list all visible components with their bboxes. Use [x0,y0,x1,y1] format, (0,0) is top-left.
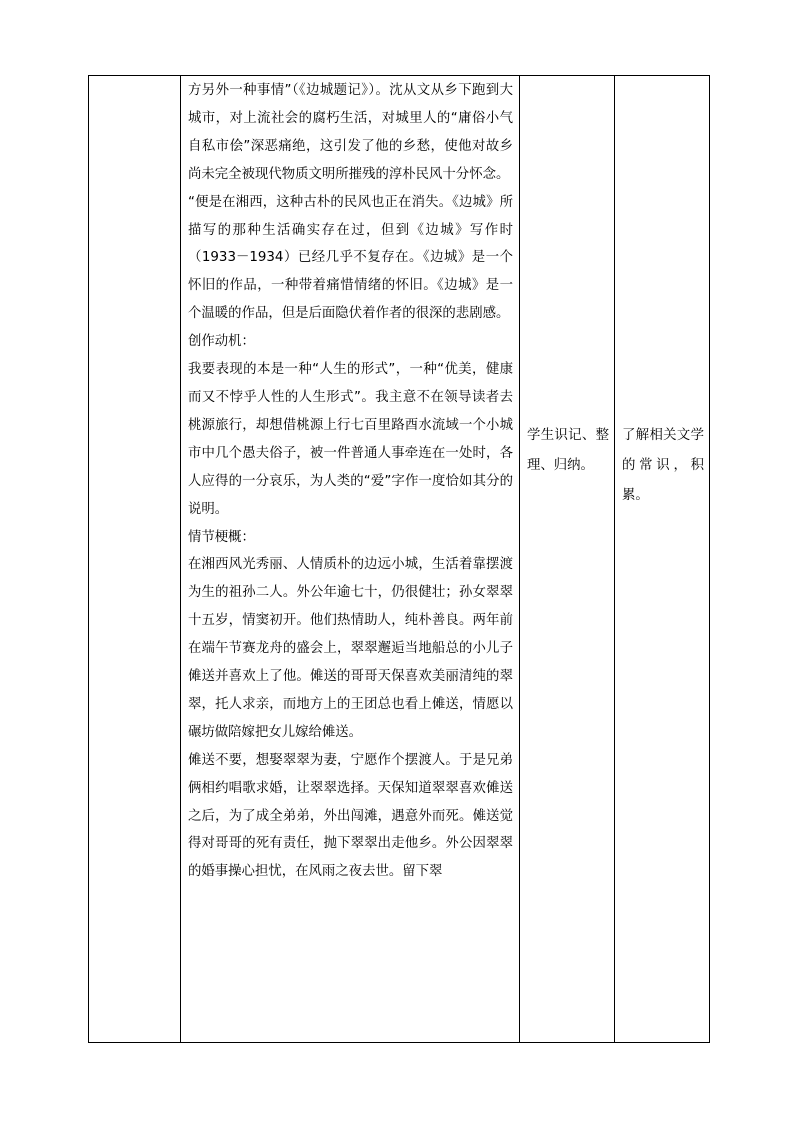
content-cell [181,76,520,1043]
heading-motivation: 创作动机： [188,334,255,350]
paragraph-plot-1: 在湘西风光秀丽、人情质朴的边远小城，生活着靠摆渡为生的祖孙二人。外公年逾七十，仍很健壮；孙女翠翠十五岁，情窦初开。他们热情助人，纯朴善良。两年前在端午节赛龙舟的盛会上，翠翠邂逅当地船总的小儿子傩送并喜欢上了他。傩送的哥哥天保喜欢美丽清纯的翠翠，托人求亲，而地方上的王团总也看上傩送，情愿以碾坊做陪嫁把女儿嫁给傩送。 [188,557,513,740]
content-text [181,76,519,886]
paragraph-xiangxi: “便是在湘西，这种古朴的民风也正在消失。《边城》所描写的那种生活确实存在过，但到《边城》写作时（1933－1934）已经几乎不复存在。《边城》是一个怀旧的作品，一种带着痛惜情绪的怀旧。《边城》是一个温暖的作品，但是后面隐伏着作者的很深的悲剧感。 [188,194,513,322]
design-intent-cell [615,76,710,1043]
design-intent-text: 了解相关文学的常识，积累。 [622,428,704,503]
paragraph-plot-2: 傩送不要，想娶翠翠为妻，宁愿作个摆渡人。于是兄弟俩相约唱歌求婚，让翠翠选择。天保知道翠翠喜欢傩送之后，为了成全弟弟，外出闯滩，遇意外而死。傩送觉得对哥哥的死有责任，抛下翠翠出走他乡。外公因翠翠的婚事操心担忧，在风雨之夜去世。留下翠 [188,752,513,880]
heading-plot: 情节梗概： [188,529,255,545]
empty-cell [89,76,181,1043]
paragraph-motivation: 我要表现的本是一种“人生的形式”，一种“优美，健康而又不悖乎人性的人生形式”。我主意不在领导读者去桃源旅行，却想借桃源上行七百里路酉水流域一个小城市中几个愚夫俗子，被一件普通人事牵连在一处时，各人应得的一分哀乐，为人类的“爱”字作一度恰如其分的说明。 [188,362,513,517]
table-row [89,76,710,1043]
lesson-table [88,75,710,1043]
paragraph-intro: 方另外一种事情”（《边城题记》）。沈从文从乡下跑到大城市，对上流社会的腐朽生活，对城里人的“庸俗小气自私市侩”深恶痛绝，这引发了他的乡愁，使他对故乡尚未完全被现代物质文明所摧残的淳朴民风十分怀念。 [188,83,513,182]
student-activity-text: 学生识记、整理、归纳。 [527,428,609,473]
student-activity-cell [520,76,615,1043]
